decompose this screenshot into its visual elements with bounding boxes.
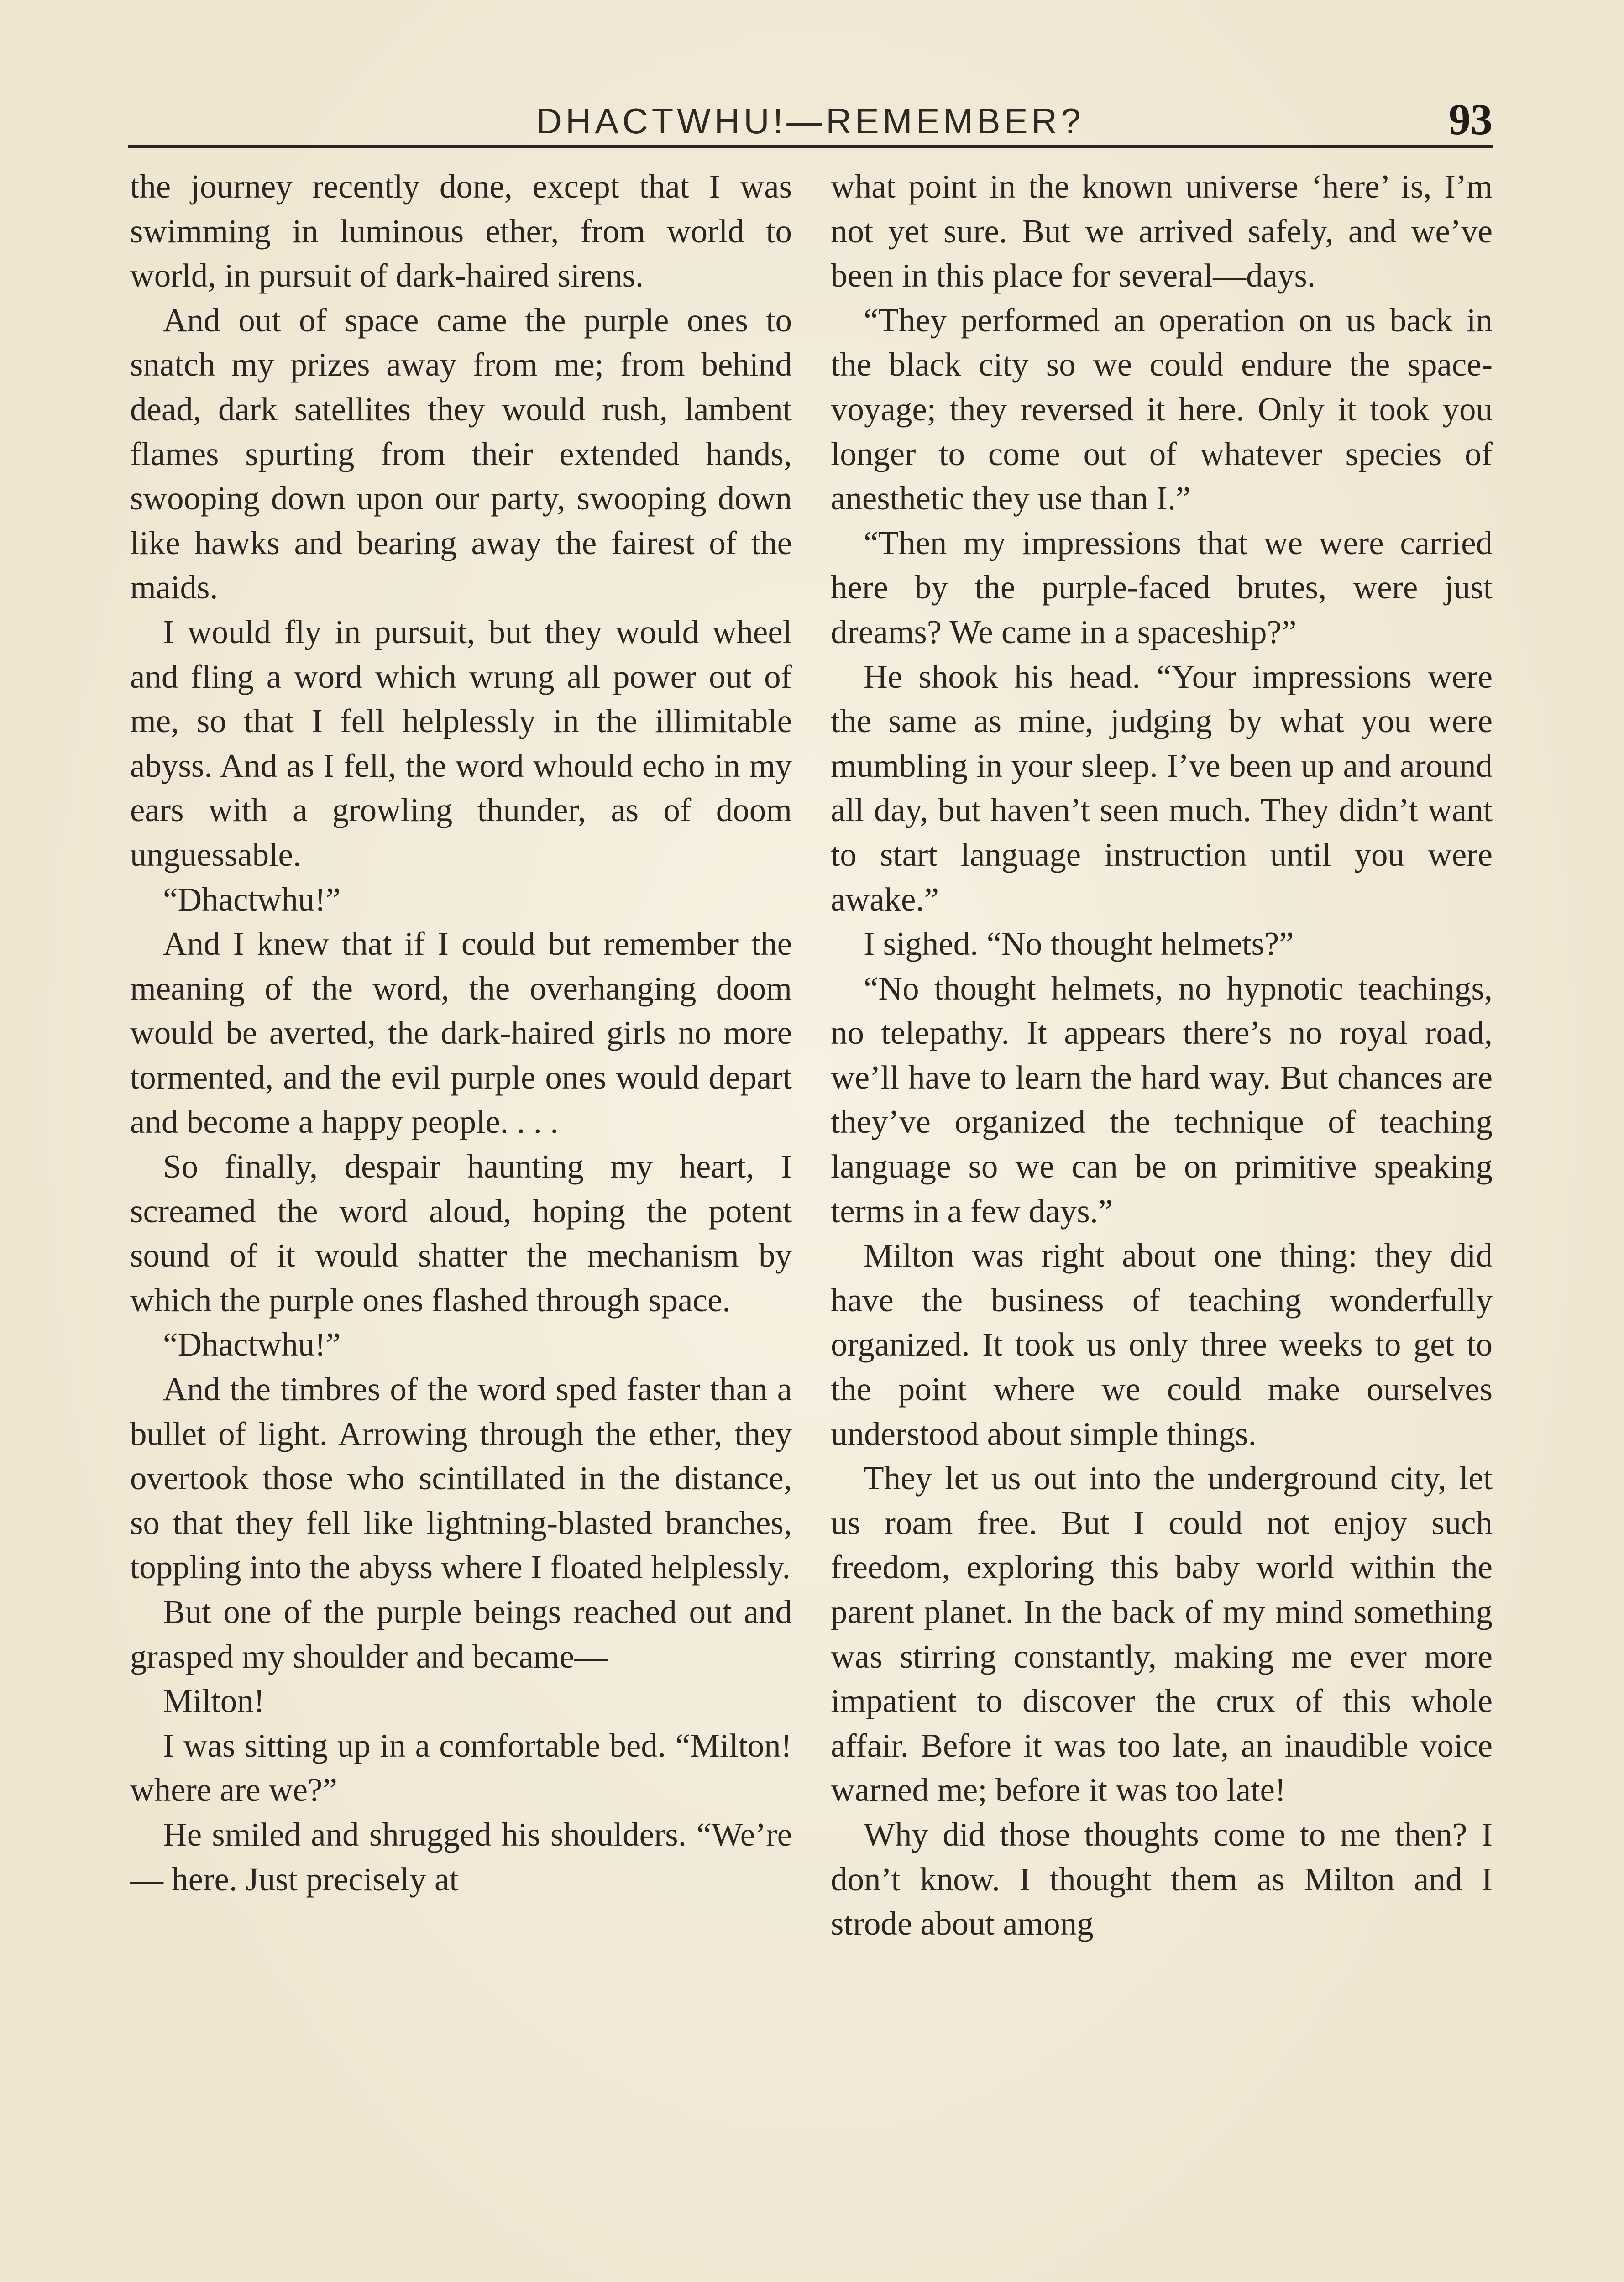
paragraph: what point in the known universe ‘here’ is, I’m not yet sure. But we arrived safely, and we’ve been in this place for several—days. <box>831 168 1493 294</box>
paragraph: “Then my impressions that we were carried here by the purple-faced brutes, were just dreams? We came in a spaceship?” <box>831 524 1493 650</box>
left-text-column <box>130 164 792 2282</box>
paragraph: “Dhactwhu!” <box>163 880 341 918</box>
page-number: 93 <box>1449 95 1493 144</box>
paragraph: And I knew that if I could but remember the meaning of the word, the overhanging doom would be averted, the dark-haired girls no more tormented, and the evil purple ones would depart and become a happy people. . . . <box>130 925 792 1141</box>
page-header <box>128 91 1493 146</box>
header-rule <box>128 145 1493 148</box>
paragraph: I sighed. “No thought helmets?” <box>864 925 1294 963</box>
right-text-column <box>831 164 1493 2282</box>
paragraph: the journey recently done, except that I was swimming in luminous ether, from world to world, in pursuit of dark-haired sirens. <box>130 168 792 294</box>
paragraph: And the timbres of the word sped faster than a bullet of light. Arrowing through the ether, they overtook those who scintillated in the distance, so that they fell like lightning-blasted branches, toppling into the abyss where I floated helplessly. <box>130 1371 792 1586</box>
paragraph: Milton was right about one thing: they did have the business of teaching wonderfully organized. It took us only three weeks to get to the point where we could make ourselves understood about simple things. <box>831 1237 1493 1452</box>
paragraph: Milton! <box>163 1682 265 1720</box>
paragraph: “Dhactwhu!” <box>163 1326 341 1363</box>
paragraph: “No thought helmets, no hypnotic teachings, no telepathy. It appears there’s no royal road, we’ll have to learn the hard way. But chances are they’ve organized the technique of teaching language so we can be on primitive speaking terms in a few days.” <box>831 969 1493 1230</box>
paragraph: And out of space came the purple ones to snatch my prizes away from me; from behind dead, dark satellites they would rush, lambent flames spurting from their extended hands, swooping down upon our party, swooping down like hawks and bearing away the fairest of the maids. <box>130 301 792 606</box>
paragraph: I would fly in pursuit, but they would wheel and fling a word which wrung all power out of me, so that I fell helplessly in the illimitable abyss. And as I fell, the word whould echo in my ears with a growling thunder, as of doom unguessable. <box>130 613 792 873</box>
paragraph: So finally, despair haunting my heart, I screamed the word aloud, hoping the potent sound of it would shatter the mechanism by which the purple ones flashed through space. <box>130 1148 792 1319</box>
running-title: DHACTWHU!—REMEMBER? <box>536 101 1084 141</box>
paragraph: He smiled and shrugged his shoulders. “We’re — here. Just precisely at <box>130 1816 792 1898</box>
paragraph: They let us out into the underground city, let us roam free. But I could not enjoy such freedom, exploring this baby world within the parent planet. In the back of my mind something was stirring constantly, making me ever more impatient to discover the crux of this whole affair. Before it was too late, an inaudible voice warned me; before it was too late! <box>831 1460 1493 1809</box>
paragraph: “They performed an operation on us back in the black city so we could endure the space-voyage; they reversed it here. Only it took you longer to come out of whatever species of anesthetic they use than I.” <box>831 301 1493 517</box>
paragraph: He shook his head. “Your impressions were the same as mine, judging by what you were mumbling in your sleep. I’ve been up and around all day, but haven’t seen much. They didn’t want to start language instruction until you were awake.” <box>831 658 1493 918</box>
paragraph: But one of the purple beings reached out and grasped my shoulder and became— <box>130 1593 792 1675</box>
paragraph: I was sitting up in a comfortable bed. “Milton! where are we?” <box>130 1727 792 1809</box>
paragraph: Why did those thoughts come to me then? I don’t know. I thought them as Milton and I strode about among <box>831 1816 1493 1942</box>
